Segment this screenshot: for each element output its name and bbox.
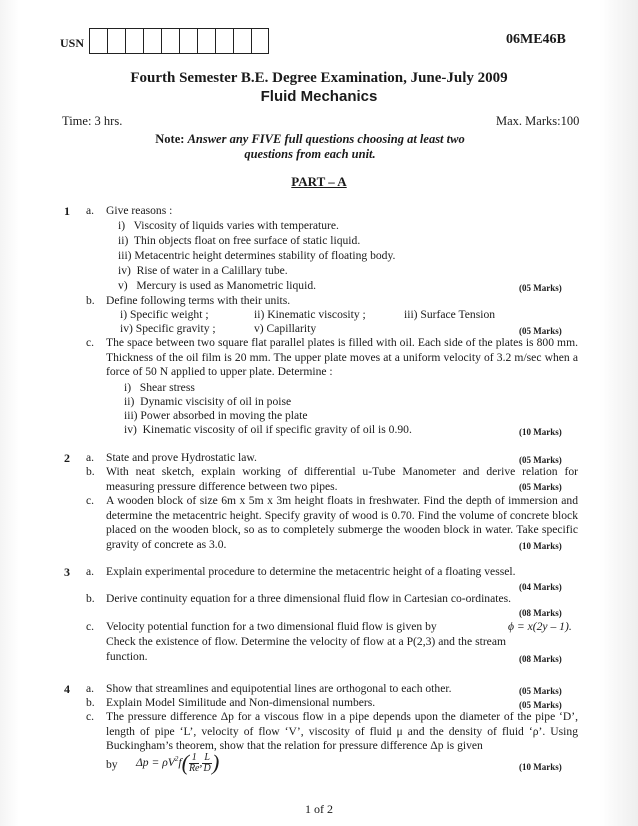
q3c-text-2: Check the existence of flow. Determine the velocity of flow at a P(2,3) and the stream function. <box>106 635 506 663</box>
q4c-eq-lhs: Δp = ρV <box>136 755 175 769</box>
q4c-eq-close-paren: ) <box>211 749 220 775</box>
q4a-text: Show that streamlines and equipotential lines are orthogonal to each other. <box>106 682 452 695</box>
note-prefix: Note: <box>155 132 185 146</box>
q3c-text-1: Velocity potential function for a two dimensional fluid flow is given by <box>106 620 437 633</box>
q3a-letter: a. <box>86 565 95 578</box>
q1b-text: Define following terms with their units. <box>106 294 291 307</box>
subject-title: Fluid Mechanics <box>260 88 378 105</box>
q1b-letter: b. <box>86 294 95 307</box>
q3b-marks: (08 Marks) <box>519 608 562 618</box>
q4c-text: The pressure difference Δp for a viscous flow in a pipe depends upon the diameter of the pipe ‘D’, length of pipe ‘L’, velocity of flow ‘V’, viscosity of fluid μ and the density of fluid ‘ρ’. Using Buckingham’s theorem, show that the relation for pressure difference Δp is given <box>106 710 578 752</box>
usn-digit-box[interactable] <box>179 28 197 54</box>
q4b-letter: b. <box>86 696 95 709</box>
part-title: PART – A <box>291 174 347 189</box>
q2-number: 2 <box>64 451 70 465</box>
time-allowed: Time: 3 hrs. <box>62 114 123 128</box>
q1a-item-2: ii) Thin objects float on free surface of static liquid. <box>118 234 361 247</box>
usn-digit-box[interactable] <box>251 28 269 54</box>
q1b-term-5: v) Capillarity <box>254 322 317 335</box>
usn-digit-box[interactable] <box>89 28 107 54</box>
usn-label: USN <box>60 36 85 50</box>
q2c-letter: c. <box>86 494 95 507</box>
q4c-frac1-den: Re <box>188 762 200 774</box>
q2b-marks: (05 Marks) <box>519 482 562 492</box>
q4-number: 4 <box>64 682 70 696</box>
q1a-item-4: iv) Rise of water in a Calillary tube. <box>118 264 288 277</box>
q4a-letter: a. <box>86 682 95 695</box>
q4c-frac1-num: 1 <box>189 753 200 764</box>
q1a-item-5: v) Mercury is used as Manometric liquid. <box>118 279 317 292</box>
usn-digit-box[interactable] <box>197 28 215 54</box>
q4c-eq-f: f <box>178 755 182 769</box>
q1b-term-1: i) Specific weight ; <box>120 308 209 321</box>
q4b-text: Explain Model Similitude and Non-dimensional numbers. <box>106 696 376 709</box>
usn-digit-box[interactable] <box>215 28 233 54</box>
q1c-text: The space between two square flat parallel plates is filled with oil. Each side of the plates is 800 mm. Thickness of the oil film is 20 mm. The upper plate moves at a uniform velocity of 3.2 m/sec when a force of 50 N applied to upper plate. Determine : <box>106 336 578 378</box>
q1c-letter: c. <box>86 336 95 349</box>
q3b-letter: b. <box>86 592 95 605</box>
q2c-text: A wooden block of size 6m x 5m x 3m height floats in freshwater. Find the depth of immersion and determine the metacentric height. Specify gravity of wood is 0.70. Find the volume of concrete block placed on the wooden block, so as to completely submerge the wooden block in water. Take specific gravity of concrete as 3.0. <box>106 494 578 551</box>
q1c-marks: (10 Marks) <box>519 427 562 437</box>
note-line2: questions from each unit. <box>244 147 376 161</box>
usn-digit-box[interactable] <box>125 28 143 54</box>
q4c-by: by <box>106 758 118 771</box>
q1-number: 1 <box>64 204 70 218</box>
q3-number: 3 <box>64 565 70 579</box>
q4a-marks: (05 Marks) <box>519 686 562 696</box>
q4c-frac-1 <box>189 753 200 774</box>
q3a-marks: (04 Marks) <box>519 582 562 592</box>
q1a-item-1: i) Viscosity of liquids varies with temperature. <box>118 219 339 232</box>
usn-digit-box[interactable] <box>233 28 251 54</box>
q4c-eq-open-paren: ( <box>181 749 189 775</box>
q4c-marks: (10 Marks) <box>519 762 562 772</box>
q1c-item-4: iv) Kinematic viscosity of oil if specific gravity of oil is 0.90. <box>124 423 412 436</box>
q1c-item-3: iii) Power absorbed in moving the plate <box>124 409 308 422</box>
q2a-text: State and prove Hydrostatic law. <box>106 451 257 464</box>
q4c-frac2-num: L <box>204 751 210 763</box>
exam-title: Fourth Semester B.E. Degree Examination, June-July 2009 <box>130 70 508 86</box>
q1a-item-3: iii) Metacentric height determines stability of floating body. <box>118 249 396 262</box>
q1b-term-4: iv) Specific gravity ; <box>120 322 216 335</box>
usn-digit-box[interactable] <box>161 28 179 54</box>
q1c-item-2: ii) Dynamic viscisity of oil in poise <box>124 395 292 408</box>
q4b-marks: (05 Marks) <box>519 700 562 710</box>
q3c-letter: c. <box>86 620 95 633</box>
q4c-frac-2 <box>202 753 212 774</box>
q4c-eq-sup: 2 <box>174 755 179 763</box>
usn-digit-box[interactable] <box>143 28 161 54</box>
instructions-note <box>140 132 480 162</box>
usn-digit-box[interactable] <box>107 28 125 54</box>
paper-code: 06ME46B <box>506 32 566 47</box>
q2b-letter: b. <box>86 465 95 478</box>
q1a-marks: (05 Marks) <box>519 283 562 293</box>
q2b-text: With neat sketch, explain working of differential u-Tube Manometer and derive relation for measuring pressure difference between two pipes. <box>106 465 578 493</box>
q4c-equation: $\Delta p = \rho V^2f$( $\frac{1}{Re}$ , $\frac{L}{D}$ ) <box>136 749 220 775</box>
q4c-frac2-den: D <box>203 762 211 774</box>
q1a-letter: a. <box>86 204 95 217</box>
page-footer: 1 of 2 <box>305 802 333 816</box>
q1b-term-3: iii) Surface Tension <box>404 308 496 321</box>
note-line1: Answer any FIVE full questions choosing at least two <box>187 132 465 146</box>
q3b-text: Derive continuity equation for a three dimensional fluid flow in Cartesian co-ordinates. <box>106 592 512 605</box>
usn-boxes <box>89 28 269 54</box>
q3c-formula: ϕ = x(2y – 1). <box>508 620 572 633</box>
q3c-marks: (08 Marks) <box>519 654 562 664</box>
q1b-term-2: ii) Kinematic viscosity ; <box>254 308 366 321</box>
q1b-marks: (05 Marks) <box>519 326 562 336</box>
q1c-item-1: i) Shear stress <box>124 381 195 394</box>
q1a-text: Give reasons : <box>106 204 173 217</box>
q3a-text: Explain experimental procedure to determine the metacentric height of a floating vessel. <box>106 565 516 578</box>
q2a-letter: a. <box>86 451 95 464</box>
q2a-marks: (05 Marks) <box>519 455 562 465</box>
q4c-letter: c. <box>86 710 95 723</box>
q2c-marks: (10 Marks) <box>519 541 562 551</box>
max-marks: Max. Marks:100 <box>496 114 580 128</box>
